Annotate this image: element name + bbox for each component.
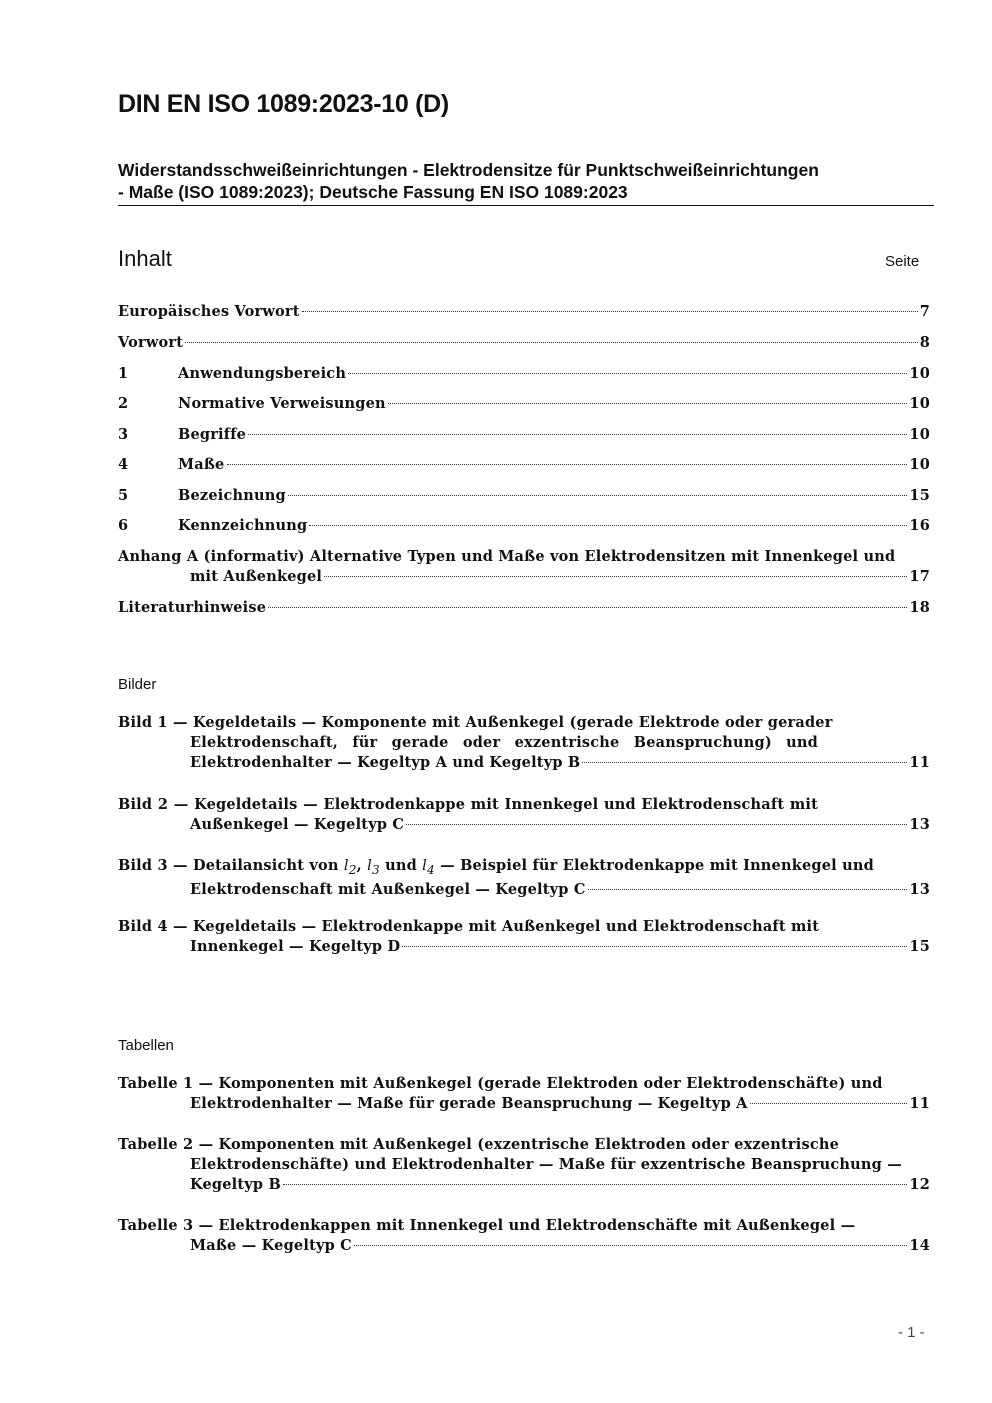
figure-entry-title-cont: Elektrodenschaft, für gerade oder exzentrische Beanspruchung) und [190, 734, 818, 751]
toc-entry-european-foreword[interactable] [118, 302, 930, 322]
toc-leader [227, 464, 908, 465]
toc-entry-page: 17 [909, 568, 930, 585]
toc-entry-6[interactable] [118, 516, 930, 536]
toc-leader [309, 525, 907, 526]
table-entry-title: Tabelle 1 — Komponenten mit Außenkegel (gerade Elektroden oder Elektrodenschäfte) und [118, 1075, 883, 1092]
toc-entry-5[interactable] [118, 486, 930, 506]
toc-entry-title: Kennzeichnung [178, 517, 308, 534]
toc-leader [750, 1103, 908, 1104]
subtitle-line-1: Widerstandsschweißeinrichtungen - Elektrodensitze für Punktschweißeinrichtungen [118, 160, 819, 180]
figure-entry-4[interactable] [118, 917, 930, 957]
toc-leader [388, 403, 908, 404]
toc-leader [248, 434, 907, 435]
toc-leader [268, 607, 907, 608]
toc-entry-title: Europäisches Vorwort [118, 303, 300, 320]
table-entry-2[interactable] [118, 1135, 930, 1195]
toc-entry-page: 10 [909, 395, 930, 412]
figure-entry-1[interactable] [118, 713, 930, 773]
table-entry-title: Tabelle 3 — Elektrodenkappen mit Innenkegel und Elektrodenschäfte mit Außenkegel — [118, 1217, 856, 1234]
toc-leader [283, 1184, 907, 1185]
table-entry-title-cont: Maße — Kegeltyp C [190, 1237, 352, 1254]
toc-leader [354, 1245, 907, 1246]
table-entry-page: 12 [909, 1176, 930, 1193]
page-number: - 1 - [898, 1324, 925, 1341]
toc-entry-2[interactable] [118, 394, 930, 414]
toc-leader [402, 946, 907, 947]
toc-leader [582, 762, 907, 763]
symbol-l2: $l_2$ [343, 858, 357, 877]
figure-entry-title: Bild 2 — Kegeldetails — Elektrodenkappe mit Innenkegel und Elektrodenschaft mit [118, 796, 818, 813]
figure-entry-page: 13 [909, 880, 930, 898]
toc-entry-number: 6 [118, 517, 129, 534]
toc-entry-page: 15 [909, 487, 930, 504]
toc-leader [324, 576, 907, 577]
toc-entry-title-cont: mit Außenkegel [190, 568, 323, 585]
table-entry-title-cont: Elektrodenschäfte) und Elektrodenhalter — Maße für exzentrische Beanspruchung — [190, 1156, 902, 1173]
toc-entry-title: Anwendungsbereich [178, 365, 347, 382]
toc-entry-title: Begriffe [178, 426, 247, 443]
document-subtitle [118, 159, 934, 206]
table-entry-title-cont: Elektrodenhalter — Maße für gerade Beanspruchung — Kegeltyp A [190, 1095, 748, 1112]
toc-entry-title: Normative Verweisungen [178, 395, 386, 412]
figure-entry-title: Bild 3 — Detailansicht von $l_2$, $l_3$ und $l_4$ — Beispiel für Elektrodenkappe mit Innenkegel und [118, 857, 874, 877]
toc-leader [588, 889, 908, 890]
table-entry-3[interactable] [118, 1216, 930, 1256]
contents-heading: Inhalt [118, 246, 172, 271]
table-entry-page: 14 [909, 1237, 930, 1254]
table-entry-title: Tabelle 2 — Komponenten mit Außenkegel (exzentrische Elektroden oder exzentrische [118, 1136, 840, 1153]
figure-entry-page: 13 [909, 816, 930, 833]
figure-entry-page: 11 [909, 754, 930, 771]
figure-entry-title-cont: Außenkegel — Kegeltyp C [190, 816, 405, 833]
figures-heading: Bilder [118, 676, 157, 693]
toc-entry-3[interactable] [118, 425, 930, 445]
toc-entry-title: Bezeichnung [178, 487, 286, 504]
table-entry-title-cont: Kegeltyp B [190, 1176, 281, 1193]
toc-entry-page: 10 [909, 426, 930, 443]
tables-heading: Tabellen [118, 1037, 174, 1054]
table-entry-1[interactable] [118, 1074, 930, 1114]
toc-entry-title: Maße [178, 456, 225, 473]
toc-entry-title: Vorwort [118, 334, 184, 351]
toc-entry-page: 16 [909, 517, 930, 534]
figure-entry-title-cont: Elektrodenschaft mit Außenkegel — Kegeltyp C [190, 880, 586, 898]
toc-entry-page: 7 [919, 303, 930, 320]
page-column-label: Seite [885, 253, 920, 270]
toc-leader [288, 495, 908, 496]
toc-entry-number: 3 [118, 426, 129, 443]
toc-entry-1[interactable] [118, 364, 930, 384]
toc-entry-page: 8 [919, 334, 930, 351]
table-entry-page: 11 [909, 1095, 930, 1112]
toc-entry-number: 1 [118, 365, 129, 382]
toc-entry-4[interactable] [118, 455, 930, 475]
toc-leader [302, 311, 918, 312]
figure-entry-3[interactable] [118, 856, 930, 900]
figure-entry-title: Bild 4 — Kegeldetails — Elektrodenkappe mit Außenkegel und Elektrodenschaft mit [118, 918, 820, 935]
document-title: DIN EN ISO 1089:2023-10 (D) [118, 90, 449, 118]
figure-entry-2[interactable] [118, 795, 930, 835]
toc-entry-number: 4 [118, 456, 129, 473]
toc-entry-page: 18 [909, 599, 930, 616]
toc-entry-foreword[interactable] [118, 333, 930, 353]
toc-entry-annex-a[interactable] [118, 547, 930, 587]
figure-entry-page: 15 [909, 938, 930, 955]
toc-entry-title: Anhang A (informativ) Alternative Typen und Maße von Elektrodensitzen mit Innenkegel und [118, 548, 896, 565]
toc-entry-page: 10 [909, 456, 930, 473]
toc-leader [348, 373, 907, 374]
subtitle-line-2: - Maße (ISO 1089:2023); Deutsche Fassung EN ISO 1089:2023 [118, 182, 628, 202]
toc-entry-title: Literaturhinweise [118, 599, 267, 616]
toc-entry-bibliography[interactable] [118, 598, 930, 618]
figure-entry-title-cont: Innenkegel — Kegeltyp D [190, 938, 401, 955]
symbol-l4: $l_4$ [422, 858, 435, 877]
toc-entry-number: 5 [118, 487, 129, 504]
symbol-l3: $l_3$ [367, 858, 380, 877]
figure-entry-title: Bild 1 — Kegeldetails — Komponente mit Außenkegel (gerade Elektrode oder gerader [118, 714, 833, 731]
figure-entry-title-cont: Elektrodenhalter — Kegeltyp A und Kegeltyp B [190, 754, 581, 771]
toc-entry-page: 10 [909, 365, 930, 382]
toc-leader [406, 824, 907, 825]
toc-leader [185, 342, 918, 343]
toc-entry-number: 2 [118, 395, 129, 412]
